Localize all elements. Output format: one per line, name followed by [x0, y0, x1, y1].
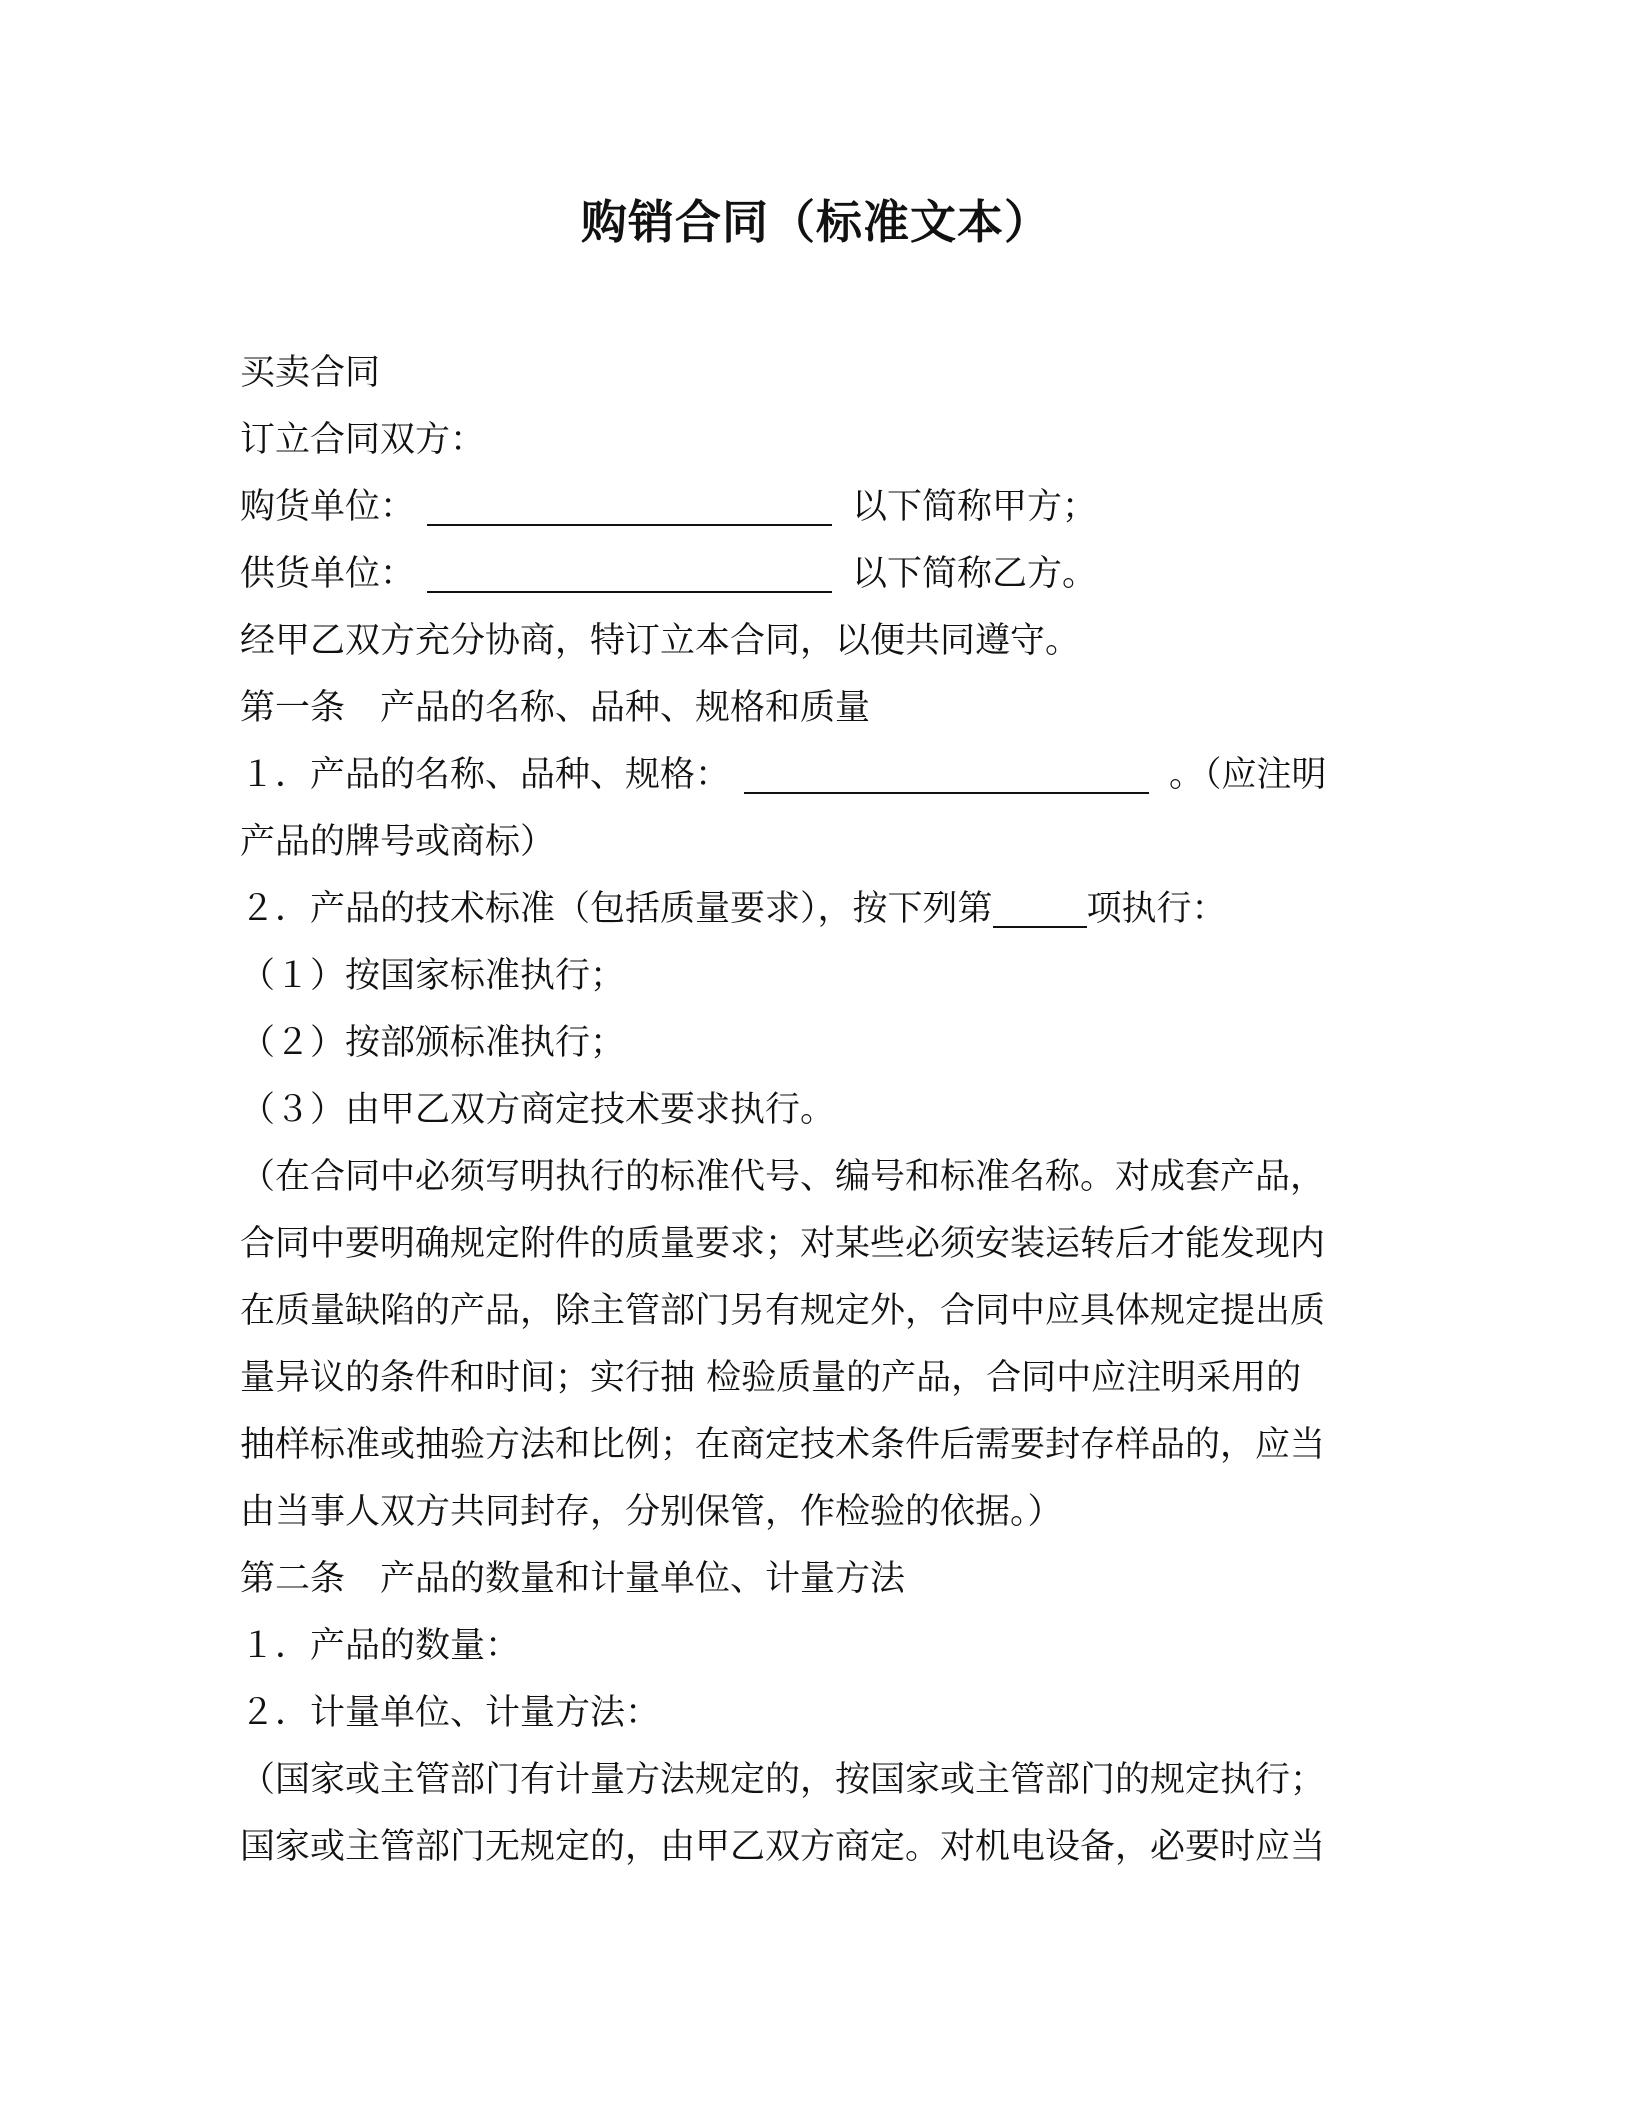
line-contract-type: 买卖合同 [240, 353, 381, 393]
note2-line-1: （国家或主管部门有计量方法规定的，按国家或主管部门的规定执行； [240, 1760, 1326, 1800]
option-national-standard: （１）按国家标准执行； [240, 956, 626, 996]
product-spec-blank[interactable] [744, 752, 1149, 794]
buyer-suffix: 以下简称甲方； [852, 487, 1098, 527]
document-title: 购销合同（标准文本） [581, 195, 1051, 249]
line-tech-standard [240, 876, 1390, 943]
product-spec-label: １．产品的名称、品种、规格： [240, 755, 731, 795]
note-line-2: 合同中要明确规定附件的质量要求；对某些必须安装运转后才能发现内 [240, 1224, 1326, 1264]
line-buyer [240, 474, 1390, 541]
seller-suffix: 以下简称乙方。 [852, 554, 1098, 594]
line-agreement: 经甲乙双方充分协商，特订立本合同，以便共同遵守。 [240, 621, 1081, 661]
line-measurement: ２．计量单位、计量方法： [240, 1693, 661, 1733]
tech-standard-label: ２．产品的技术标准（包括质量要求），按下列第 [240, 889, 993, 929]
line-seller [240, 541, 1390, 608]
seller-label: 供货单位： [240, 554, 416, 594]
line-parties-heading: 订立合同双方： [240, 420, 486, 460]
buyer-label: 购货单位： [240, 487, 416, 527]
option-ministry-standard: （２）按部颁标准执行； [240, 1023, 626, 1063]
document-body [240, 340, 1390, 1881]
line-product-spec [240, 742, 1390, 809]
article-2-heading: 第二条 产品的数量和计量单位、计量方法 [240, 1559, 906, 1599]
option-mutual-agreement: （３）由甲乙双方商定技术要求执行。 [240, 1090, 836, 1130]
article-1-heading: 第一条 产品的名称、品种、规格和质量 [240, 688, 871, 728]
tech-standard-item-blank[interactable] [993, 886, 1087, 928]
note-line-6: 由当事人双方共同封存，分别保管，作检验的依据。） [240, 1492, 1063, 1532]
note-line-5: 抽样标准或抽验方法和比例；在商定技术条件后需要封存样品的，应当 [240, 1425, 1326, 1465]
seller-blank[interactable] [427, 551, 832, 593]
note-line-4: 量异议的条件和时间；实行抽 检验质量的产品，合同中应注明采用的 [240, 1358, 1302, 1398]
tech-standard-suffix: 项执行： [1086, 889, 1227, 929]
note-line-3: 在质量缺陷的产品，除主管部门另有规定外，合同中应具体规定提出质 [240, 1291, 1326, 1331]
buyer-blank[interactable] [427, 484, 832, 526]
note2-line-2: 国家或主管部门无规定的，由甲乙双方商定。对机电设备，必要时应当 [240, 1827, 1326, 1867]
note-line-1: （在合同中必须写明执行的标准代号、编号和标准名称。对成套产品， [240, 1157, 1326, 1197]
line-quantity: １．产品的数量： [240, 1626, 521, 1666]
line-product-brand: 产品的牌号或商标） [240, 822, 556, 862]
product-spec-suffix: 。（应注明 [1169, 755, 1327, 795]
